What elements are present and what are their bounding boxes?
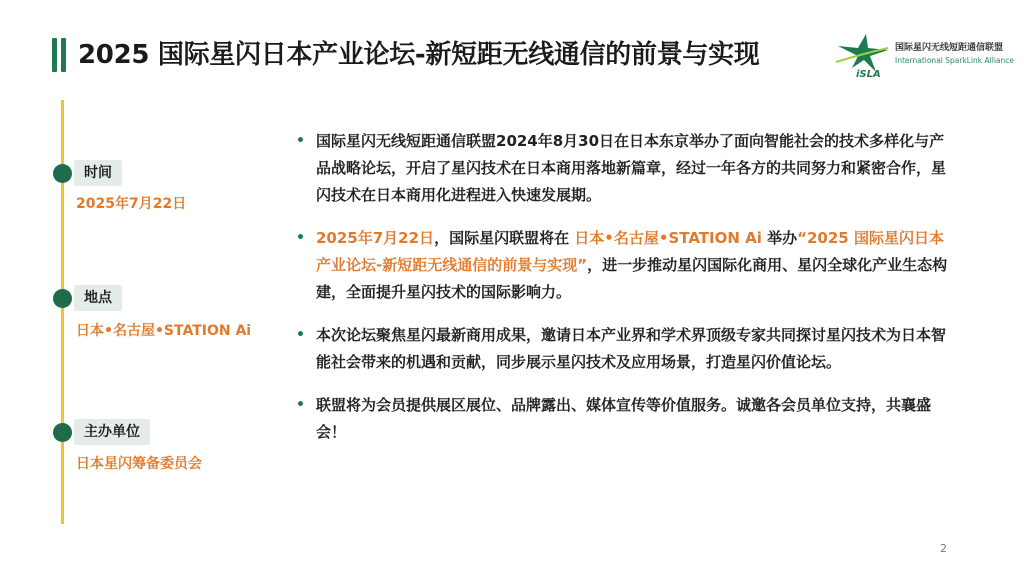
bullet-item [296,392,956,446]
timeline-dot [53,164,72,183]
timeline-value: 日本星闪筹备委员会 [76,456,202,472]
bullet-item [296,225,956,306]
event-date: 2025年7月22日 [316,229,435,247]
timeline-label: 时间 [74,160,122,186]
logo-name-cn: 国际星闪无线短距通信联盟 [895,43,1004,53]
event-place: 日本•名古屋•STATION Ai [574,229,762,247]
bullet-item [296,322,956,376]
bullet-text: 联盟将为会员提供展区展位、品牌露出、媒体宣传等价值服务。诚邀各会员单位支持，共襄盛会！ [316,396,932,441]
page-number: 2 [940,542,947,555]
timeline-dot [53,289,72,308]
page-title: 2025 国际星闪日本产业论坛-新短距无线通信的前景与实现 [78,40,760,70]
bullet-text: ，进一步推动星闪国际化商用、星闪全球化产业生态构建，全面提升星闪技术的国际影响力。 [316,256,948,301]
timeline-label: 地点 [74,285,122,311]
timeline-value: 日本•名古屋•STATION Ai [76,323,252,339]
timeline-value: 2025年7月22日 [76,196,187,212]
bullet-item [296,128,956,209]
logo-name-en: International SparkLink Alliance [895,56,1015,65]
bullet-text: 举办 [761,229,798,247]
timeline-dot [53,423,72,442]
sparklink-star-icon [832,28,892,80]
alliance-logo [832,28,1015,80]
bullet-list [296,128,956,462]
event-name: “2025 国际星闪日本产业论坛-新短距无线通信的前景与实现” [316,229,944,274]
bullet-text: 本次论坛聚焦星闪最新商用成果，邀请日本产业界和学术界顶级专家共同探讨星闪技术为日本智能社会带来的机遇和贡献，同步展示星闪技术及应用场景，打造星闪价值论坛。 [316,326,947,371]
title-accent-bars [52,38,68,72]
bullet-text: 国际星闪无线短距通信联盟2024年8月30日在日本东京举办了面向智能社会的技术多样化与产品战略论坛，开启了星闪技术在日本商用落地新篇章，经过一年各方的共同努力和紧密合作，星闪技术在日本商用化进程进入快速发展期。 [316,132,947,204]
timeline-label: 主办单位 [74,419,150,445]
svg-text:iSLA: iSLA [856,69,881,80]
bullet-text: ，国际星闪联盟将在 [434,229,575,247]
